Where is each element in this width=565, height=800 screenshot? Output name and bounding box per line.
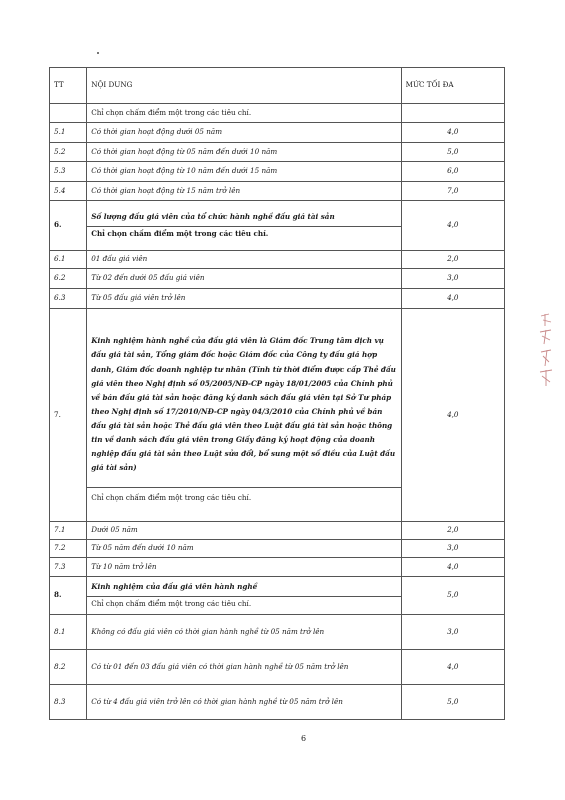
table-row (50, 685, 505, 720)
row-tt: 8.2 (50, 650, 87, 685)
row-content: Có thời gian hoạt động từ 05 năm đến dưới 10 năm (87, 143, 401, 162)
row-max: 5,0 (401, 577, 504, 615)
row-max (401, 104, 504, 123)
row-content: Kinh nghiệm của đấu giá viên hành nghề (87, 580, 400, 596)
row-tt: 5.4 (50, 182, 87, 201)
table-row (50, 123, 505, 143)
row-max: 6,0 (401, 162, 504, 182)
row-content: Có từ 4 đấu giá viên trở lên có thời gian hành nghề từ 05 năm trở lên (87, 685, 401, 720)
row-max: 4,0 (401, 558, 504, 577)
row-content: Dưới 05 năm (87, 522, 401, 540)
row-max: 2,0 (401, 522, 504, 540)
row-content: Không có đấu giá viên có thời gian hành nghề từ 05 năm trở lên (87, 615, 401, 650)
row-max: 3,0 (401, 615, 504, 650)
row-max: 3,0 (401, 540, 504, 558)
row-tt: 5.2 (50, 143, 87, 162)
row-subcontent: Chỉ chọn chấm điểm một trong các tiêu chí. (91, 228, 269, 238)
header-muc-toi-da: MỨC TỐI ĐA (401, 68, 504, 104)
row-max: 4,0 (401, 201, 504, 251)
row-max: 4,0 (401, 309, 504, 522)
table-row (50, 309, 505, 522)
row-content: Có thời gian hoạt động từ 10 năm đến dưới 15 năm (87, 162, 401, 182)
table-row (50, 289, 505, 309)
row-content: Từ 02 đến dưới 05 đấu giá viên (87, 269, 401, 289)
row-tt: 6.3 (50, 289, 87, 309)
row-max: 5,0 (401, 685, 504, 720)
row-content: Số lượng đấu giá viên của tổ chức hành nghề đấu giá tài sản (87, 210, 400, 226)
row-content-cell (87, 201, 401, 251)
row-content: Kinh nghiệm hành nghề của đấu giá viên là Giám đốc Trung tâm dịch vụ đấu giá tài sản, Tổng giám đốc hoặc Giám đốc của Công ty đấu giá hợp danh, Giám đốc doanh nghiệp tư nhân (Tính từ thời điểm được cấp Thẻ đấu giá viên theo Nghị định số 05/2005/NĐ-CP ngày 18/01/2005 của Chính phủ về bán đấu giá tài sản hoặc đăng ký danh sách đấu giá viên tại Sở Tư pháp theo Nghị định số 17/2010/NĐ-CP ngày 04/3/2010 của Chính phủ về bán đấu giá tài sản hoặc Thẻ đấu giá viên theo Luật đấu giá tài sản hoặc thông tin về danh sách đấu giá viên trong Giấy đăng ký hoạt động của doanh nghiệp đấu giá tài sản theo Luật sửa đổi, bổ sung một số điều của Luật đấu giá tài sản) (87, 324, 400, 488)
table-row (50, 558, 505, 577)
row-content: Chỉ chọn chấm điểm một trong các tiêu chí. (87, 104, 401, 123)
row-tt (50, 104, 87, 123)
table-header-row (50, 68, 505, 104)
header-noi-dung: NỘI DUNG (87, 68, 401, 104)
row-content: Có thời gian hoạt động dưới 05 năm (87, 123, 401, 143)
row-content: Từ 05 năm đến dưới 10 năm (87, 540, 401, 558)
row-tt: 5.3 (50, 162, 87, 182)
table-row (50, 182, 505, 201)
table-row (50, 269, 505, 289)
table-row (50, 577, 505, 615)
row-tt: 7.1 (50, 522, 87, 540)
row-subcontent: Chỉ chọn chấm điểm một trong các tiêu chí. (91, 598, 252, 608)
row-tt: 7.3 (50, 558, 87, 577)
row-content: Có thời gian hoạt động từ 15 năm trở lên (87, 182, 401, 201)
table-row (50, 615, 505, 650)
row-tt: 8.3 (50, 685, 87, 720)
row-tt: 8. (50, 577, 87, 615)
row-tt: 7.2 (50, 540, 87, 558)
table-row (50, 540, 505, 558)
table-row (50, 650, 505, 685)
row-max: 4,0 (401, 123, 504, 143)
row-subcontent: Chỉ chọn chấm điểm một trong các tiêu chí. (91, 493, 252, 503)
table-row (50, 104, 505, 123)
row-max: 7,0 (401, 182, 504, 201)
row-max: 3,0 (401, 269, 504, 289)
row-max: 4,0 (401, 289, 504, 309)
table-row (50, 201, 505, 251)
row-tt: 5.1 (50, 123, 87, 143)
row-tt: 6. (50, 201, 87, 251)
header-tt: TT (50, 68, 87, 104)
row-tt: 6.2 (50, 269, 87, 289)
row-content-cell (87, 577, 401, 615)
scoring-table (49, 67, 505, 720)
scan-speck (97, 52, 99, 54)
table-row (50, 143, 505, 162)
row-content: 01 đấu giá viên (87, 251, 401, 269)
row-content: Có từ 01 đến 03 đấu giá viên có thời gian hành nghề từ 05 năm trở lên (87, 650, 401, 685)
page-number: 6 (300, 734, 307, 743)
row-tt: 7. (50, 309, 87, 522)
row-content: Từ 10 năm trở lên (87, 558, 401, 577)
row-content: Từ 05 đấu giá viên trở lên (87, 289, 401, 309)
row-max: 4,0 (401, 650, 504, 685)
row-tt: 6.1 (50, 251, 87, 269)
row-max: 2,0 (401, 251, 504, 269)
row-max: 5,0 (401, 143, 504, 162)
margin-stamp-mark (537, 310, 555, 390)
table-row (50, 162, 505, 182)
row-content-cell (87, 309, 401, 522)
row-tt: 8.1 (50, 615, 87, 650)
table-row (50, 522, 505, 540)
table-row (50, 251, 505, 269)
